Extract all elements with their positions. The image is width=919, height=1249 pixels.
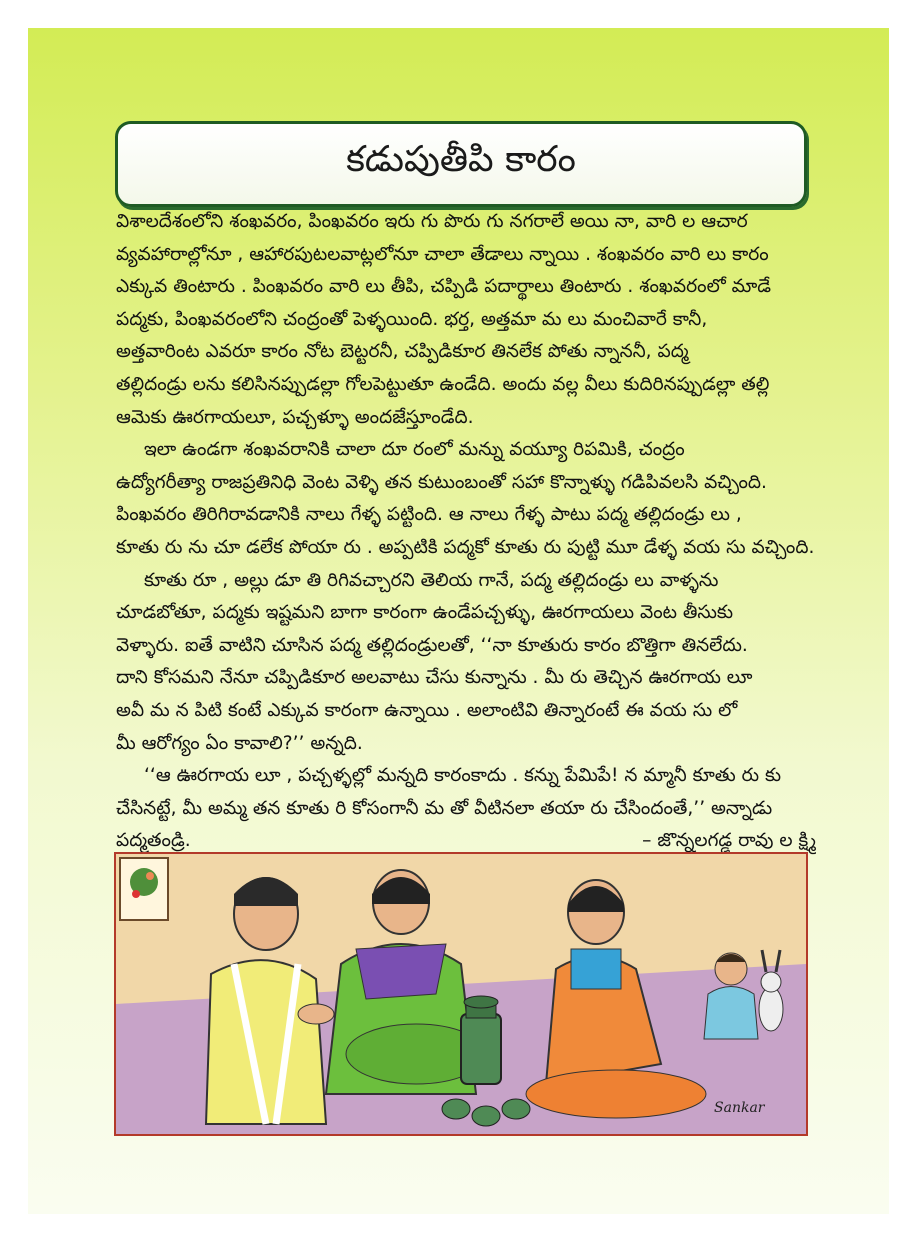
story-line: అవీ మ న పిటి కంటే ఎక్కువ కారంగా ఉన్నాయి . అలాంటివి తిన్నారంటే ఈ వయ సు లో xyxy=(116,699,738,721)
story-line: ఆమెకు ఊరగాయలూ, పచ్చళ్ళూ అందజేస్తూండేది. xyxy=(116,406,474,428)
story-line: కూతు రూ , అల్లు డూ తి రిగివచ్చారని తెలియ గానే, పద్మ తల్లిదండ్రు లు వాళ్ళను xyxy=(144,569,719,591)
story-line: వ్యవహారాల్లోనూ , ఆహారపుటలవాట్లలోనూ చాలా తేడాలు న్నాయి . శంఖవరం వారి లు కారం xyxy=(116,243,769,265)
author-credit: – జొన్నలగడ్డ రావు ల క్ష్మి xyxy=(642,830,816,852)
story-line: చూడబోతూ, పద్మకు ఇష్టమని బాగా కారంగా ఉండేపచ్చళ్ళు, ఊరగాయలు వెంట తీసుకు xyxy=(116,602,734,624)
story-line: పద్మకు, పింఖవరంలోని చంద్రంతో పెళ్ళయింది. భర్త, అత్తమా మ లు మంచివారే కానీ, xyxy=(116,308,708,330)
closing-text: పద్మతండ్రి. xyxy=(116,830,191,852)
pickle-jar-icon xyxy=(461,996,501,1084)
story-line: వెళ్ళారు. ఐతే వాటిని చూసిన పద్మ తల్లిదండ్రులతో, ‘‘నా కూతురు కారం బొత్తిగా తినలేదు. xyxy=(116,634,748,656)
story-line: తల్లిదండ్రు లను కలిసినప్పుడల్లా గోలపెట్టుతూ ఉండేది. అందు వల్ల వీలు కుదిరినప్పుడల్లా తల్లి xyxy=(116,373,770,395)
story-line: పింఖవరం తిరిగిరావడానికి నాలు గేళ్ళ పట్టింది. ఆ నాలు గేళ్ళ పాటు పద్మ తల్లిదండ్రు లు , xyxy=(116,504,742,526)
story-body xyxy=(116,206,816,858)
story-line: ఎక్కువ తింటారు . పింఖవరం వారి లు తీపి, చప్పిడి పదార్థాలు తింటారు . శంఖవరంలో మాడే xyxy=(116,276,772,298)
page-title: కడుపుతీపి కారం xyxy=(346,139,576,180)
family-scene-illustration xyxy=(114,852,808,1136)
artist-signature: Sankar xyxy=(714,1100,765,1116)
story-line: ‘‘ఆ ఊరగాయ లూ , పచ్చళ్ళల్లో మన్నది కారంకాదు . కన్ను పేమిపే! న మ్మానీ కూతు రు కు xyxy=(144,765,782,787)
story-line: దాని కోసమని నేనూ చప్పిడికూర అలవాటు చేసు కున్నాను . మీ రు తెచ్చిన ఊరగాయ లూ xyxy=(116,667,753,689)
title-box xyxy=(115,121,807,207)
story-line: చేసినట్టే, మీ అమ్మ తన కూతు రి కోసంగానీ మ తో వీటినలా తయా రు చేసిందంతే,’’ అన్నాడు xyxy=(116,797,773,819)
story-line: విశాలదేశంలోని శంఖవరం, పింఖవరం ఇరు గు పొరు గు నగరాలే అయి నా, వారి ల ఆచార xyxy=(116,211,748,232)
story-line: ఉద్యోగరీత్యా రాజప్రతినిధి వెంట వెళ్ళి తన కుటుంబంతో సహా కొన్నాళ్ళు గడిపివలసి వచ్చింది. xyxy=(116,471,767,493)
story-line: మీ ఆరోగ్యం ఏం కావాలి?’’ అన్నది. xyxy=(116,732,363,754)
story-line: అత్తవారింట ఎవరూ కారం నోట బెట్టరనీ, చప్పిడికూర తినలేక పోతు న్నాననీ, పద్మ xyxy=(116,341,689,363)
story-line: కూతు రు ను చూ డలేక పోయా రు . అప్పటికి పద్మకో కూతు రు పుట్టి మూ డేళ్ళ వయ సు వచ్చింది. xyxy=(116,536,815,558)
story-line: ఇలా ఉండగా శంఖవరానికి చాలా దూ రంలో మన్ను వయ్యూ రిపమికి, చంద్రం xyxy=(144,439,685,461)
